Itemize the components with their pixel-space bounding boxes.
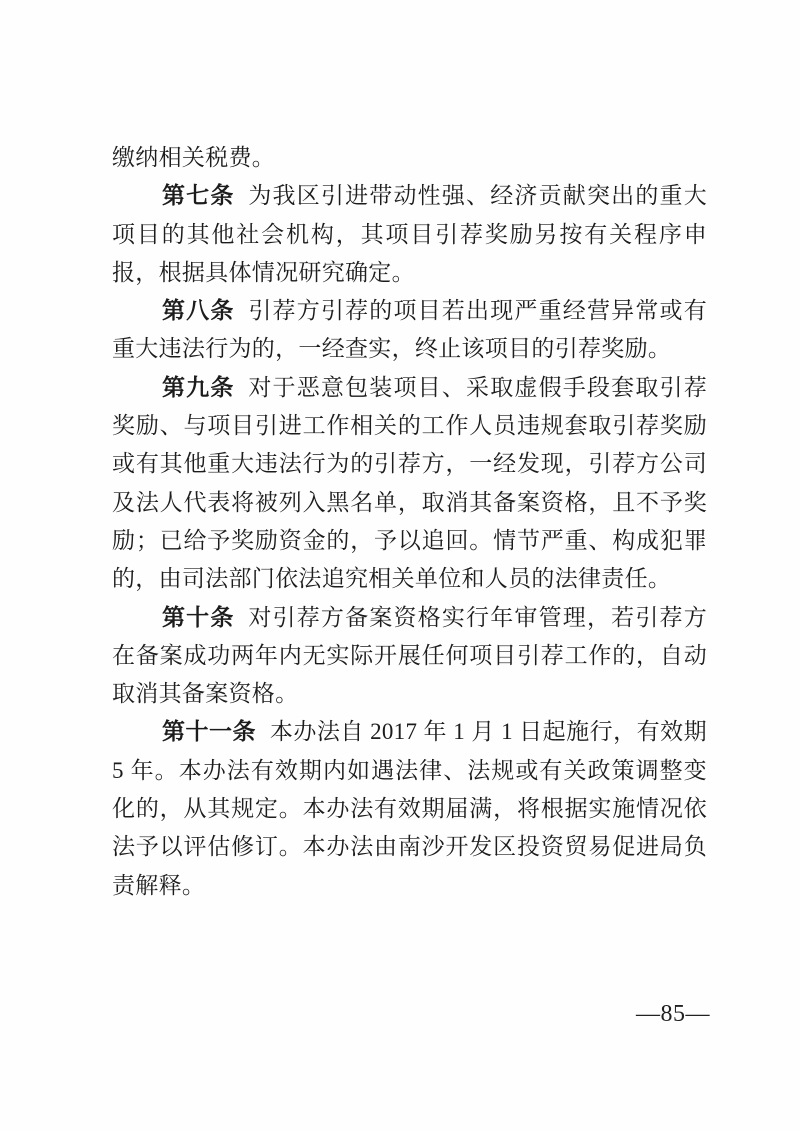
paragraph-text: 引荐方引荐的项目若出现严重经营异常或有重大违法行为的，一经查实，终止该项目的引荐奖励。 [112,298,707,362]
article-number-label: 第十一条 [162,719,257,745]
paragraph-text: 本办法自 2017 年 1 月 1 日起施行，有效期 5 年。本办法有效期内如遇法律、法规或有关政策调整变化的，从其规定。本办法有效期届满，将根据实施情况依法予以评估修订。本办法由南沙开发区投资贸易促进局负责解释。 [112,719,707,898]
paragraph-text: 缴纳相关税费。 [112,145,276,170]
paragraph-text: 为我区引进带动性强、经济贡献突出的重大项目的其他社会机构，其项目引荐奖励另按有关程序申报，根据具体情况研究确定。 [112,183,707,285]
article-number-label: 第七条 [162,183,235,209]
paragraph-text: 对于恶意包装项目、采取虚假手段套取引荐奖励、与项目引进工作相关的工作人员违规套取引荐奖励或有其他重大违法行为的引荐方，一经发现，引荐方公司及法人代表将被列入黑名单，取消其备案资格，且不予奖励；已给予奖励资金的，予以追回。情节严重、构成犯罪的，由司法部门依法追究相关单位和人员的法律责任。 [112,374,707,592]
paragraph [112,713,707,904]
paragraph-text: 对引荐方备案资格实行年审管理，若引荐方在备案成功两年内无实际开展任何项目引荐工作的，自动取消其备案资格。 [112,604,707,707]
page-number: —85— [636,1001,710,1027]
paragraph [112,139,707,177]
article-number-label: 第八条 [162,298,235,324]
paragraph [112,369,707,599]
paragraph [112,177,707,292]
document-body [112,139,707,905]
paragraph [112,292,707,369]
paragraph [112,599,707,714]
article-number-label: 第九条 [162,374,235,400]
article-number-label: 第十条 [162,604,235,630]
